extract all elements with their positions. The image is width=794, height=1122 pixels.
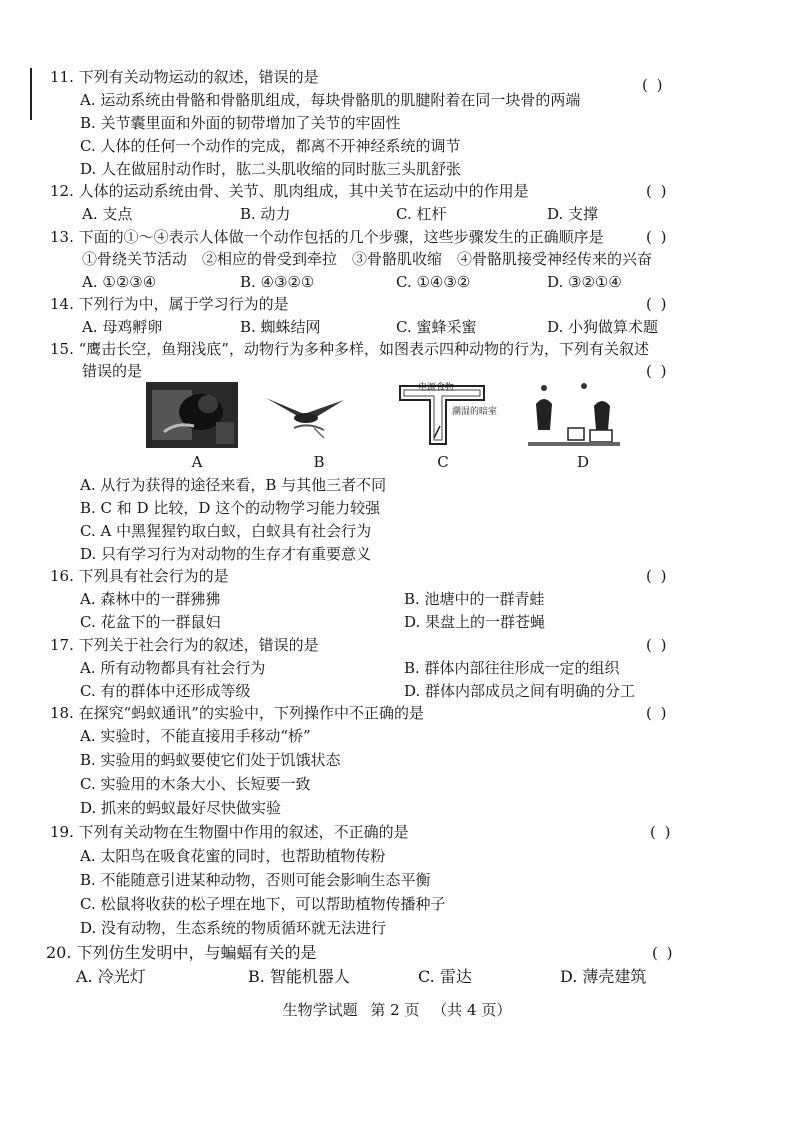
option-13-d[interactable]: D. ③②①④ <box>547 273 622 291</box>
answer-bracket-19[interactable]: ( ) <box>650 823 673 841</box>
option-19-d[interactable]: D. 没有动物，生态系统的物质循环就无法进行 <box>80 919 387 937</box>
answer-bracket-17[interactable]: ( ) <box>646 636 669 654</box>
question-12-stem: 12. 人体的运动系统由骨、关节、肌肉组成，其中关节在运动中的作用是 <box>50 182 529 200</box>
option-19-c[interactable]: C. 松鼠将收获的松子埋在地下，可以帮助植物传播种子 <box>80 895 446 913</box>
option-20-d[interactable]: D. 薄壳建筑 <box>560 967 647 986</box>
option-20-b[interactable]: B. 智能机器人 <box>248 967 350 986</box>
option-20-a[interactable]: A. 冷光灯 <box>76 967 146 986</box>
answer-bracket-14[interactable]: ( ) <box>646 295 669 313</box>
option-12-b[interactable]: B. 动力 <box>240 205 291 223</box>
question-17-stem: 17. 下列关于社会行为的叙述，错误的是 <box>50 636 319 654</box>
option-14-b[interactable]: B. 蜘蛛结网 <box>240 318 321 336</box>
option-14-d[interactable]: D. 小狗做算术题 <box>547 318 659 336</box>
option-13-b[interactable]: B. ④③②① <box>240 273 315 291</box>
option-17-b[interactable]: B. 群体内部往往形成一定的组织 <box>404 659 620 677</box>
option-15-d[interactable]: D. 只有学习行为对动物的生存才有重要意义 <box>80 545 372 563</box>
option-18-b[interactable]: B. 实验用的蚂蚁要使它们处于饥饿状态 <box>80 751 341 769</box>
footer-page: 第 2 页 <box>370 1001 420 1019</box>
option-16-c[interactable]: C. 花盆下的一群鼠妇 <box>80 613 221 631</box>
option-15-a[interactable]: A. 从行为获得的途径来看，B 与其他三者不同 <box>80 476 387 494</box>
option-18-a[interactable]: A. 实验时，不能直接用手移动“桥” <box>80 727 311 745</box>
answer-bracket-18[interactable]: ( ) <box>646 704 669 722</box>
footer-total: （共 4 页） <box>432 1001 512 1019</box>
question-15-stem-cont: 错误的是 <box>82 362 143 380</box>
answer-bracket-11[interactable]: ( ) <box>642 76 665 94</box>
option-14-c[interactable]: C. 蜜蜂采蜜 <box>396 318 477 336</box>
figure-b-label: B <box>313 453 325 471</box>
option-17-d[interactable]: D. 群体内部成员之间有明确的分工 <box>404 682 636 700</box>
answer-bracket-15[interactable]: ( ) <box>646 362 669 380</box>
figure-c-text-darkroom: 潮湿的暗室 <box>452 407 498 417</box>
option-13-a[interactable]: A. ①②③④ <box>82 273 157 291</box>
option-20-c[interactable]: C. 雷达 <box>418 967 472 986</box>
figure-a-label: A <box>191 453 203 471</box>
option-17-a[interactable]: A. 所有动物都具有社会行为 <box>80 659 266 677</box>
margin-rule <box>30 68 32 120</box>
option-12-d[interactable]: D. 支撑 <box>547 205 599 223</box>
option-11-a[interactable]: A. 运动系统由骨骼和骨骼肌组成，每块骨骼肌的肌腱附着在同一块骨的两端 <box>80 91 581 109</box>
figure-c-label: C <box>437 453 449 471</box>
question-20-stem: 20. 下列仿生发明中，与蝙蝠有关的是 <box>46 943 317 962</box>
option-19-a[interactable]: A. 太阳鸟在吸食花蜜的同时，也帮助植物传粉 <box>80 847 386 865</box>
page-footer <box>0 1000 794 1020</box>
answer-bracket-20[interactable]: ( ) <box>652 944 675 962</box>
option-19-b[interactable]: B. 不能随意引进某种动物，否则可能会影响生态平衡 <box>80 871 431 889</box>
question-16-stem: 16. 下列具有社会行为的是 <box>50 567 229 585</box>
figure-a-chimpanzee-image <box>146 382 238 448</box>
option-11-b[interactable]: B. 关节囊里面和外面的韧带增加了关节的牢固性 <box>80 114 401 132</box>
figure-c-text-food: 电源食物 <box>418 383 455 393</box>
option-16-d[interactable]: D. 果盘上的一群苍蝇 <box>404 613 546 631</box>
question-13-steps: ①骨绕关节活动 ②相应的骨受到牵拉 ③骨骼肌收缩 ④骨骼肌接受神经传来的兴奋 <box>82 250 653 268</box>
question-15-stem: 15. “鹰击长空，鱼翔浅底”，动物行为多种多样，如图表示四种动物的行为，下列有关叙述 <box>50 340 649 358</box>
option-15-c[interactable]: C. A 中黑猩猩钓取白蚁，白蚁具有社会行为 <box>80 522 372 540</box>
option-18-c[interactable]: C. 实验用的木条大小、长短要一致 <box>80 775 311 793</box>
footer-subject: 生物学试题 <box>282 1001 358 1019</box>
option-16-b[interactable]: B. 池塘中的一群青蛙 <box>404 590 545 608</box>
answer-bracket-13[interactable]: ( ) <box>646 228 669 246</box>
option-11-d[interactable]: D. 人在做屈肘动作时，肱二头肌收缩的同时肱三头肌舒张 <box>80 160 462 178</box>
option-12-a[interactable]: A. 支点 <box>82 205 133 223</box>
figure-b-bird-image <box>264 392 350 440</box>
option-16-a[interactable]: A. 森林中的一群狒狒 <box>80 590 221 608</box>
option-15-b[interactable]: B. C 和 D 比较，D 这个的动物学习能力较强 <box>80 499 381 517</box>
option-13-c[interactable]: C. ①④③② <box>396 273 471 291</box>
question-13-stem: 13. 下面的①～④表示人体做一个动作包括的几个步骤，这些步骤发生的正确顺序是 <box>50 228 604 246</box>
figure-d-chimp-boxes-image <box>524 382 624 448</box>
question-18-stem: 18. 在探究“蚂蚁通讯”的实验中，下列操作中不正确的是 <box>50 704 424 722</box>
option-14-a[interactable]: A. 母鸡孵卵 <box>82 318 163 336</box>
question-14-stem: 14. 下列行为中，属于学习行为的是 <box>50 295 289 313</box>
option-11-c[interactable]: C. 人体的任何一个动作的完成，都离不开神经系统的调节 <box>80 137 461 155</box>
question-11-stem: 11. 下列有关动物运动的叙述，错误的是 <box>50 68 319 86</box>
option-17-c[interactable]: C. 有的群体中还形成等级 <box>80 682 251 700</box>
figure-d-label: D <box>576 453 590 471</box>
answer-bracket-12[interactable]: ( ) <box>646 182 669 200</box>
answer-bracket-16[interactable]: ( ) <box>646 567 669 585</box>
option-12-c[interactable]: C. 杠杆 <box>396 205 447 223</box>
question-19-stem: 19. 下列有关动物在生物圈中作用的叙述，不正确的是 <box>50 823 409 841</box>
option-18-d[interactable]: D. 抓来的蚂蚁最好尽快做实验 <box>80 799 282 817</box>
